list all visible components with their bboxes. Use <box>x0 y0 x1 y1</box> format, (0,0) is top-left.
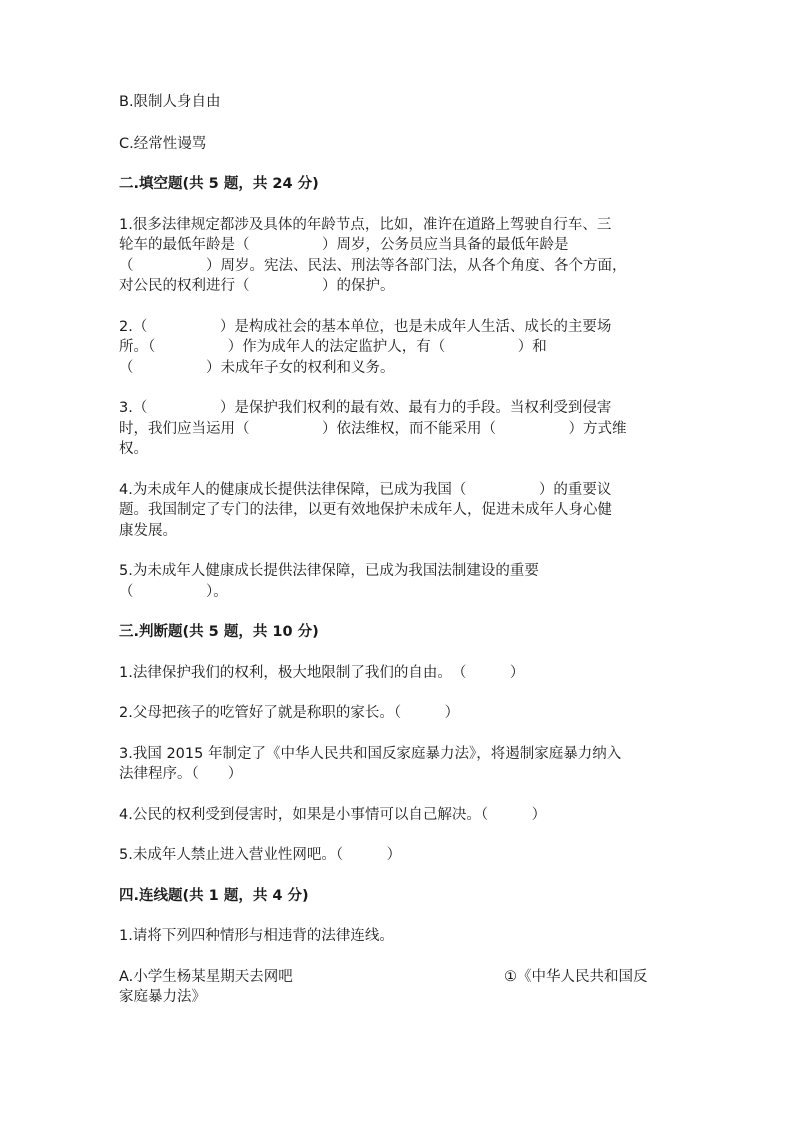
option-c: C.经常性谩骂 <box>119 135 207 152</box>
judge-question-4: 4.公民的权利受到侵害时，如果是小事情可以自己解决。（ ） <box>119 806 547 823</box>
match-right-item-1: ①《中华人民共和国反 <box>504 968 648 985</box>
text-line: 轮车的最低年龄是（ ）周岁，公务员应当具备的最低年龄是 <box>119 237 569 253</box>
match-item-a <box>119 967 675 1008</box>
text-line: 2.（ ）是构成社会的基本单位，也是未成年人生活、成长的主要场 <box>119 318 612 335</box>
text-line: 法律程序。（ ） <box>119 766 243 782</box>
document-content <box>119 92 675 1028</box>
judge-section-heading: 三.判断题(共 5 题，共 10 分) <box>119 624 319 640</box>
text-line: （ ）周岁。宪法、民法、刑法等各部门法，从各个角度、各个方面， <box>119 257 627 274</box>
text-line: 3.（ ）是保护我们权利的最有效、最有力的手段。当权利受到侵害 <box>119 400 612 416</box>
text-line: 1.很多法律规定都涉及具体的年龄节点，比如，准许在道路上驾驶自行车、三 <box>119 216 612 233</box>
text-line: （ ）。 <box>119 583 228 600</box>
text-line: 权。 <box>119 441 148 457</box>
fill-question-2 <box>119 317 675 379</box>
text-line: 对公民的权利进行（ ）的保护。 <box>119 278 395 294</box>
text-line: 3.我国 2015 年制定了《中华人民共和国反家庭暴力法》，将遏制家庭暴力纳入 <box>119 745 622 762</box>
fill-section-heading: 二.填空题(共 5 题，共 24 分) <box>119 176 319 192</box>
fill-question-3 <box>119 398 675 460</box>
text-line: 题。我国制定了专门的法律，以更有效地保护未成年人，促进未成年人身心健 <box>119 502 612 518</box>
judge-question-2: 2.父母把孩子的吃管好了就是称职的家长。（ ） <box>119 705 460 721</box>
match-row <box>119 967 675 988</box>
match-section-heading: 四.连线题(共 1 题，共 4 分) <box>119 887 309 904</box>
option-b: B.限制人身自由 <box>119 94 221 110</box>
text-line: 5.为未成年人健康成长提供法律保障，已成为我国法制建设的重要 <box>119 563 539 579</box>
text-line: （ ）未成年子女的权利和义务。 <box>119 359 395 376</box>
text-line: 4.为未成年人的健康成长提供法律保障，已成为我国（ ）的重要议 <box>119 481 612 498</box>
fill-question-4 <box>119 480 675 542</box>
fill-question-5 <box>119 561 675 602</box>
match-left-item-a: A.小学生杨某星期天去网吧 <box>119 968 293 985</box>
text-line: 康发展。 <box>119 522 177 539</box>
text-line: 所。（ ）作为成年人的法定监护人，有（ ）和 <box>119 339 547 355</box>
judge-question-3 <box>119 744 675 785</box>
match-question-1: 1.请将下列四种情形与相违背的法律连线。 <box>119 928 394 944</box>
judge-question-1: 1.法律保护我们的权利，极大地限制了我们的自由。 （ ） <box>119 664 525 681</box>
fill-question-1 <box>119 215 675 297</box>
match-right-item-1-continued: 家庭暴力法》 <box>119 989 206 1005</box>
text-line: 时，我们应当运用（ ）依法维权，而不能采用（ ）方式维 <box>119 420 627 437</box>
judge-question-5: 5.未成年人禁止进入营业性网吧。（ ） <box>119 847 402 863</box>
